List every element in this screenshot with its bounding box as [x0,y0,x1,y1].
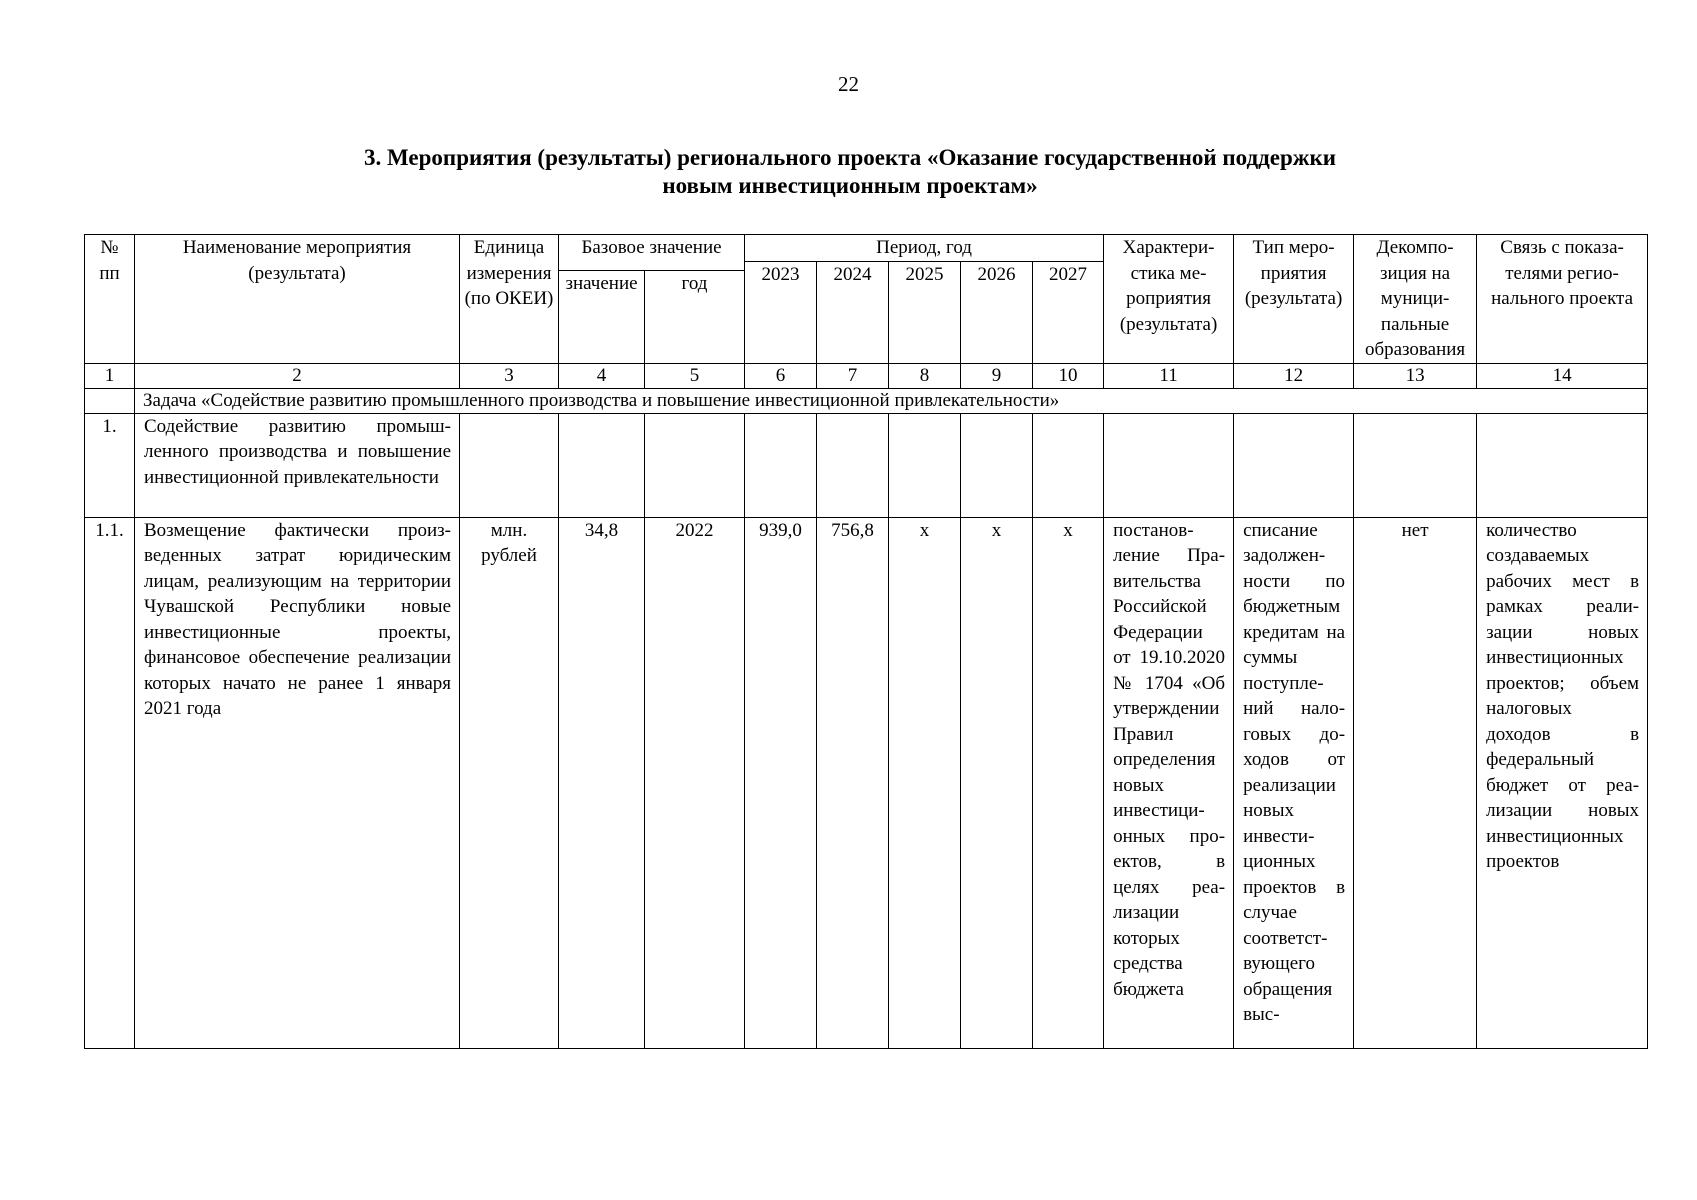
column-number: 10 [1033,363,1104,388]
column-number: 1 [85,363,135,388]
header-unit: Единица измерения (по ОКЕИ) [460,235,559,364]
header-link: Связь с показателями регионального проекта [1477,235,1648,364]
column-number: 3 [460,363,559,388]
column-number: 11 [1104,363,1234,388]
column-number-row [85,363,1648,388]
row-name: Содействие развитию промышленного производства и повышение инвестиционной привлекательности [135,413,460,517]
header-year-2025: 2025 [889,261,961,363]
table-row [85,517,1648,1048]
header-type: Тип мероприятия (результата) [1234,235,1354,364]
header-decomposition: Декомпозиция на муниципальные образования [1354,235,1477,364]
header-year-2024: 2024 [817,261,889,363]
header-year-2027: 2027 [1033,261,1104,363]
column-number: 6 [745,363,817,388]
row-base-year: 2022 [645,517,745,1048]
column-number: 12 [1234,363,1354,388]
row-unit: млн. рублей [460,517,559,1048]
header-year-2023: 2023 [745,261,817,363]
row-num: 1. [85,413,135,517]
header-base-value: значение [559,270,645,363]
header-period: Период, год [745,235,1104,262]
header-characteristic: Характеристика мероприятия (результата) [1104,235,1234,364]
row-num: 1.1. [85,517,135,1048]
column-number: 4 [559,363,645,388]
row-value-2025: х [889,517,961,1048]
header-row-1 [85,235,1648,262]
column-number: 9 [961,363,1033,388]
row-link: количество создаваемых рабочих мест в рамках реализации новых инвестиционных проектов; объем налоговых доходов в федеральный бюджет от реализации новых инвестиционных проектов [1477,517,1648,1048]
header-base: Базовое значение [559,235,745,271]
row-decomposition: нет [1354,517,1477,1048]
column-number: 14 [1477,363,1648,388]
header-base-year: год [645,270,745,363]
row-value-2026: х [961,517,1033,1048]
row-value-2027: х [1033,517,1104,1048]
task-text: Задача «Содействие развитию промышленного производства и повышение инвестиционной привлекательности» [135,388,1648,413]
measures-table [84,234,1648,1049]
row-type: списание задолженности по бюджетным кредитам на суммы поступлений налоговых доходов от реализации новых инвестиционных проектов в случае соответствующего обращения выс- [1234,517,1354,1048]
column-number: 5 [645,363,745,388]
column-number: 13 [1354,363,1477,388]
section-title-line-2: новым инвестиционным проектам» [662,173,1038,198]
header-year-2026: 2026 [961,261,1033,363]
column-number: 2 [135,363,460,388]
page-number: 22 [838,72,859,96]
section-title [250,144,1450,200]
row-characteristic: постановление Правительства Российской Федерации от 19.10.2020 № 1704 «Об утверждении Правил определения новых инвестиционных проектов, в целях реализации которых средства бюджета [1104,517,1234,1048]
task-row [85,388,1648,413]
row-base-value: 34,8 [559,517,645,1048]
row-value-2024: 756,8 [817,517,889,1048]
header-name: Наименование мероприятия (результата) [135,235,460,364]
column-number: 7 [817,363,889,388]
header-num: № пп [85,235,135,364]
row-name: Возмещение фактически произведенных затрат юридическим лицам, реализующим на территории Чувашской Республики новые инвестиционные проекты, финансовое обеспечение реализации которых начато не ранее 1 января 2021 года [135,517,460,1048]
table-row [85,413,1648,517]
section-title-line-1: 3. Мероприятия (результаты) регионального проекта «Оказание государственной поддержки [364,145,1336,170]
row-value-2023: 939,0 [745,517,817,1048]
column-number: 8 [889,363,961,388]
